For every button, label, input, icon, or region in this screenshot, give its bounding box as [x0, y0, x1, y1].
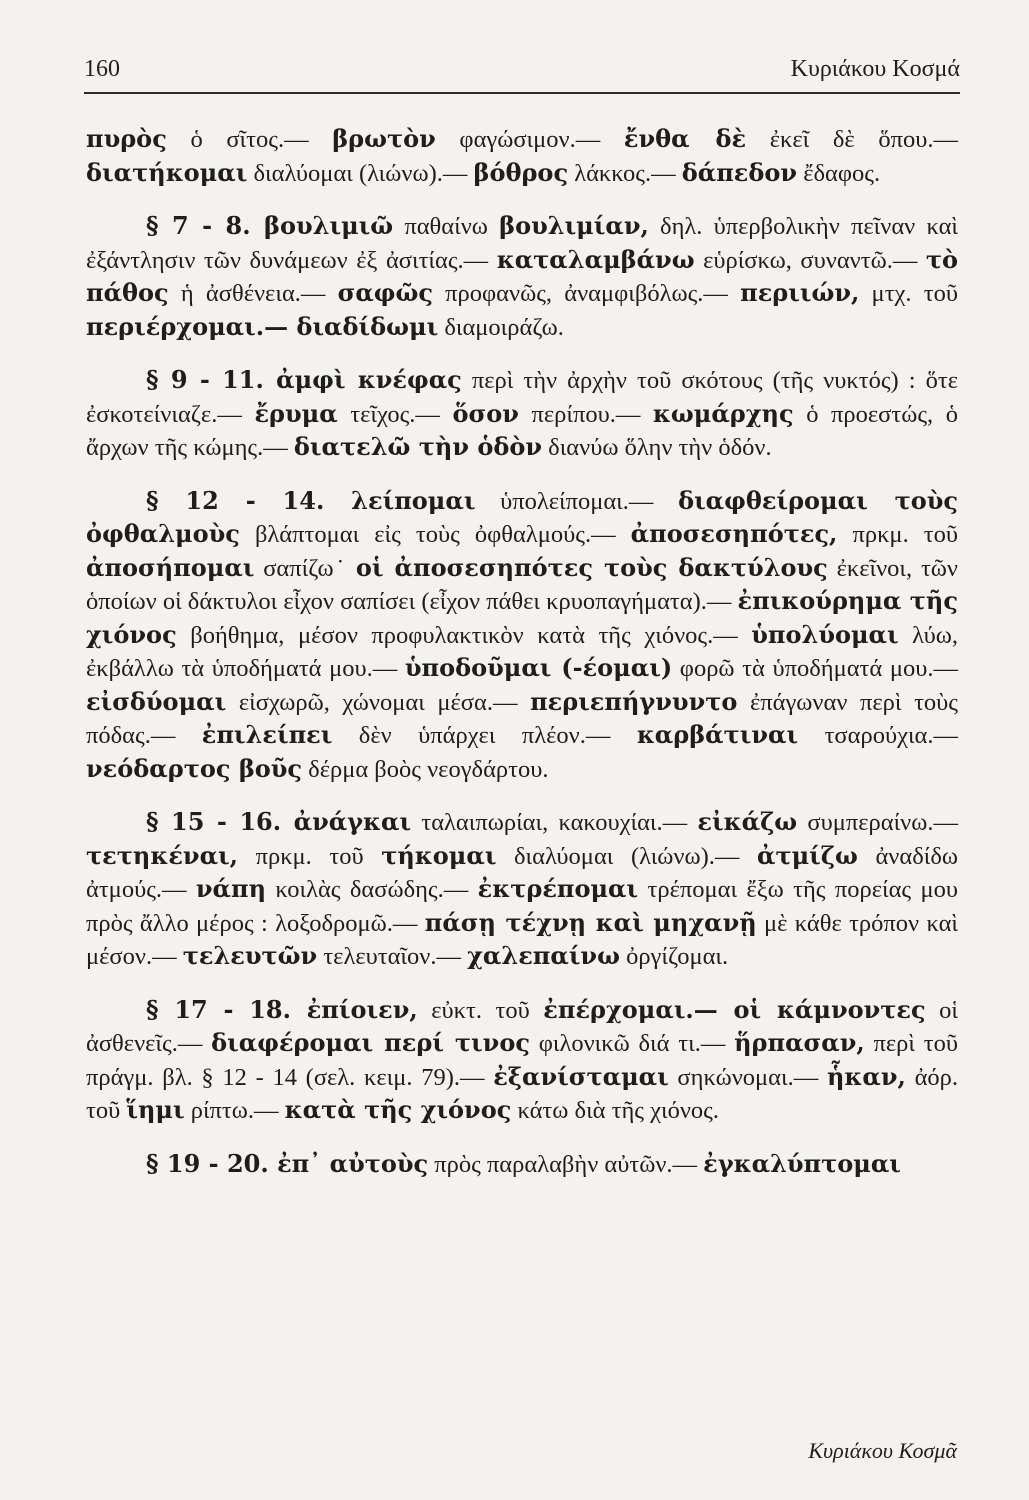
header-rule	[84, 92, 960, 94]
gloss-text: μὲ κάθε τρόπον καὶ μέσον.—	[86, 909, 958, 970]
gloss-text: οἱ ἀσθενεῖς.—	[86, 996, 958, 1057]
headword: οἱ ἀποσεσηπότες τοὺς δακτύλους	[355, 552, 828, 582]
headword: καταλαμβάνω	[496, 244, 695, 274]
gloss-text: φορῶ τὰ ὑποδήματά μου.—	[672, 655, 958, 682]
gloss-text: λύω, ἐκβάλλω τὰ ὑποδήματά μου.—	[86, 621, 958, 682]
headword: διατελῶ τὴν ὁδὸν	[293, 432, 543, 461]
headword: βουλιμίαν,	[499, 211, 649, 240]
headword: βόθρος	[473, 157, 569, 187]
gloss-text: τεῖχος.—	[337, 400, 453, 428]
gloss-text: ὁ σῖτος.—	[166, 126, 333, 153]
headword: διαφέρομαι περί τινος	[211, 1028, 530, 1057]
headword: νεόδαρτος βοῦς	[86, 753, 303, 783]
gloss-text: πρκμ. τοῦ	[837, 521, 958, 548]
gloss-text: ὑπολείπομαι.—	[475, 487, 679, 515]
gloss-text: μτχ. τοῦ	[859, 280, 958, 307]
gloss-text: ὀργίζομαι.	[619, 943, 729, 970]
headword: εἰκάζω	[697, 807, 798, 836]
headword: εἰσδύομαι	[86, 686, 227, 716]
headword: δάπεδον	[681, 157, 798, 187]
headword: § 15 - 16. ἀνάγκαι	[146, 807, 412, 836]
gloss-text: διαλύομαι (λιώνω).—	[496, 842, 757, 870]
paragraph	[86, 123, 958, 190]
gloss-text: ὁ προεστώς, ὁ ἄρχων τῆς κώμης.—	[86, 400, 959, 461]
gloss-text: ἐκεῖνοι, τῶν ὁποίων οἱ δάκτυλοι εἶχον σαπίσει (εἶχον πάθει κρυοπαγήματα).—	[86, 554, 958, 615]
gloss-text: ἡ ἀσθένεια.—	[168, 280, 338, 307]
gloss-text: περὶ τοῦ πράγμ. βλ. § 12 - 14 (σελ. κειμ. 79).—	[86, 1030, 958, 1091]
headword: πυρὸς	[86, 124, 167, 153]
headword: ἀποσήπομαι	[86, 552, 255, 582]
gloss-text: τελευταῖον.—	[317, 943, 468, 970]
gloss-text: σαπίζω˙	[254, 554, 356, 582]
headword: ἐπιλείπει	[201, 720, 333, 749]
headword: ὑπολύομαι	[751, 619, 899, 649]
gloss-text: βοήθημα, μέσον προφυλακτικὸν κατὰ τῆς χιόνος.—	[176, 621, 752, 649]
gloss-text: ἀόρ. τοῦ	[86, 1063, 959, 1124]
headword: ἀποσεσηπότες,	[630, 519, 838, 548]
headword: τετηκέναι,	[86, 840, 239, 870]
headword: ἐγκαλύπτομαι	[703, 1148, 901, 1178]
headword: ὑποδοῦμαι (-έομαι)	[404, 653, 673, 682]
gloss-text: συμπεραίνω.—	[797, 809, 959, 836]
headword: περιέρχομαι.— διαδίδωμι	[86, 311, 439, 341]
paragraph	[86, 1148, 958, 1182]
gloss-text: λάκκος.—	[568, 159, 682, 187]
gloss-text: δὲν ὑπάρχει πλέον.—	[332, 722, 637, 749]
gloss-text: διαλύομαι (λιώνω).—	[247, 159, 474, 187]
headword: περιιών,	[740, 278, 860, 307]
headword: καρβάτιναι	[636, 720, 799, 749]
headword: ὅσον	[452, 398, 519, 428]
headword: πάσῃ τέχνῃ καὶ μηχανῇ	[424, 907, 757, 937]
gloss-text: φαγώσιμον.—	[435, 126, 624, 153]
gloss-text: κοιλὰς δασώδης.—	[266, 876, 478, 903]
headword: ἧκαν,	[826, 1061, 906, 1091]
headword: χαλεπαίνω	[467, 941, 620, 970]
headword: τὸ πάθος	[86, 244, 959, 307]
gloss-text: ταλαιπωρίαι, κακουχίαι.—	[411, 809, 698, 836]
headword: ἔρυμα	[254, 398, 338, 428]
gloss-text: περίπου.—	[518, 400, 653, 428]
headword: τήκομαι	[381, 840, 497, 870]
gloss-text: σηκώνομαι.—	[668, 1063, 827, 1091]
page-number: 160	[84, 56, 120, 82]
headword: ἥρπασαν,	[734, 1028, 865, 1057]
gloss-text: δηλ. ὑπερβολικὴν πεῖναν καὶ ἐξάντλησιν τῶν δυνάμεων ἐξ ἀσιτίας.—	[86, 213, 959, 274]
gloss-text: ἐπάγωναν περὶ τοὺς πόδας.—	[86, 688, 958, 749]
gloss-text: κάτω διὰ τῆς χιόνος.	[511, 1097, 719, 1124]
headword: § 9 - 11. ἀμφὶ κνέφας	[146, 365, 462, 394]
gloss-text: ἐκεῖ δὲ ὅπου.—	[746, 126, 958, 153]
paragraph	[86, 210, 958, 344]
paragraph	[86, 806, 958, 974]
running-title: Κυριάκου Κοσμά	[790, 56, 960, 82]
gloss-text: παθαίνω	[393, 213, 500, 240]
headword: κωμάρχης	[652, 398, 794, 428]
headword: § 12 - 14. λείπομαι	[146, 485, 476, 515]
headword: νάπη	[195, 874, 267, 903]
headword: τελευτῶν	[182, 941, 318, 970]
gloss-text: πρὸς παραλαβὴν αὐτῶν.—	[428, 1150, 704, 1178]
footer-signature: Κυριάκου Κοσμᾶ	[808, 1438, 957, 1463]
headword: § 17 - 18. ἐπίοιεν,	[146, 994, 418, 1024]
gloss-text: τρέπομαι ἔξω τῆς πορείας μου πρὸς ἄλλο μέρος : λοξοδρομῶ.—	[86, 876, 958, 937]
headword: σαφῶς	[337, 278, 433, 307]
headword: διατήκομαι	[86, 157, 248, 187]
headword: περιεπήγνυντο	[530, 686, 738, 716]
page-header	[84, 56, 960, 88]
gloss-text: εὐκτ. τοῦ	[417, 996, 544, 1024]
headword: ἐξανίσταμαι	[493, 1061, 669, 1091]
gloss-text: εἰσχωρῶ, χώνομαι μέσα.—	[226, 688, 531, 716]
headword: ἐκτρέπομαι	[477, 874, 639, 903]
gloss-text: τσαρούχια.—	[798, 722, 958, 749]
headword: βρωτὸν	[332, 124, 436, 153]
headword: ἵημι	[126, 1095, 185, 1124]
gloss-text: διανύω ὅλην τὴν ὁδόν.	[542, 434, 772, 461]
gloss-text: ἔδαφος.	[797, 159, 881, 187]
gloss-text: ρίπτω.—	[184, 1097, 285, 1124]
gloss-text: προφανῶς, ἀναμφιβόλως.—	[432, 280, 741, 307]
paragraph	[86, 485, 958, 787]
gloss-text: πρκμ. τοῦ	[238, 842, 382, 870]
gloss-text: φιλονικῶ διά τι.—	[529, 1030, 735, 1057]
headword: § 19 - 20. ἐπ᾽ αὐτοὺς	[146, 1148, 429, 1178]
gloss-text: ἀναδίδω ἀτμούς.—	[86, 842, 958, 903]
gloss-text: εὑρίσκω, συναντῶ.—	[694, 246, 926, 274]
headword: ἔνθα δὲ	[623, 124, 747, 153]
headword: διαφθείρομαι τοὺς ὀφθαλμοὺς	[86, 485, 958, 548]
glossary-body	[86, 123, 958, 1181]
headword: κατὰ τῆς χιόνος	[284, 1095, 512, 1124]
headword: ἀτμίζω	[756, 840, 858, 870]
headword: ἐπικούρημα τῆς χιόνος	[86, 586, 958, 649]
gloss-text: διαμοιράζω.	[438, 313, 564, 341]
headword: ἐπέρχομαι.— οἱ κάμνοντες	[543, 994, 926, 1024]
paragraph	[86, 994, 958, 1128]
headword: § 7 - 8. βουλιμιῶ	[146, 211, 394, 240]
paragraph	[86, 364, 958, 465]
gloss-text: περὶ τὴν ἀρχὴν τοῦ σκότους (τῆς νυκτός) : ὅτε ἐσκοτείνιαζε.—	[86, 367, 958, 428]
gloss-text: δέρμα βοὸς νεογδάρτου.	[302, 755, 549, 783]
gloss-text: βλάπτομαι εἰς τοὺς ὀφθαλμούς.—	[239, 521, 631, 548]
